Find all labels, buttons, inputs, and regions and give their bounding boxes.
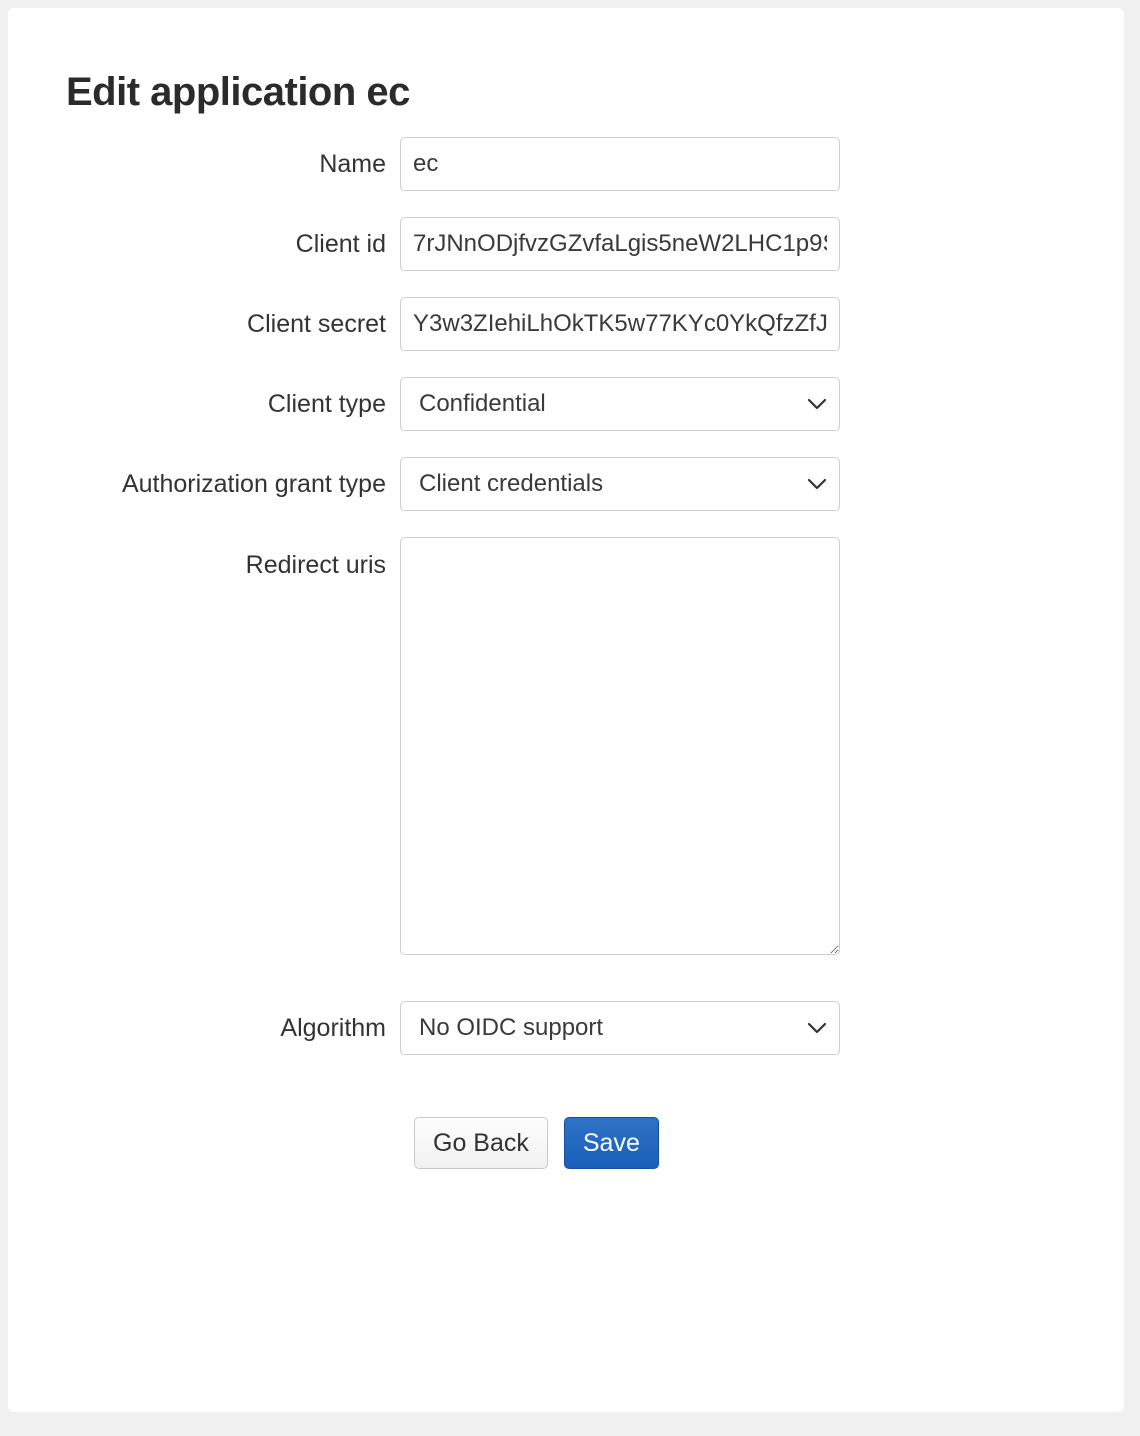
edit-application-form [8, 137, 1124, 1169]
control-algorithm [400, 1001, 840, 1055]
form-row-redirect-uris [8, 537, 1124, 955]
label-client-type: Client type [267, 390, 386, 418]
form-row-client-secret [8, 297, 1124, 351]
control-grant-type [400, 457, 840, 511]
form-row-client-type [8, 377, 1124, 431]
page-title: Edit application ec [66, 70, 410, 114]
client-type-select-wrap [400, 377, 840, 431]
edit-application-card [8, 8, 1124, 1412]
client-type-select[interactable] [400, 377, 840, 431]
form-row-grant-type [8, 457, 1124, 511]
label-algorithm: Algorithm [280, 1014, 386, 1042]
label-grant-type: Authorization grant type [121, 470, 386, 498]
form-actions [8, 1117, 1124, 1169]
label-redirect-uris: Redirect uris [245, 551, 386, 579]
label-client-id: Client id [295, 230, 386, 258]
control-client-id [400, 217, 840, 271]
save-button[interactable]: Save [564, 1117, 659, 1169]
control-client-secret [400, 297, 840, 351]
form-row-name [8, 137, 1124, 191]
algorithm-select[interactable] [400, 1001, 840, 1055]
control-client-type [400, 377, 840, 431]
client-id-input[interactable] [400, 217, 840, 271]
grant-type-select-wrap [400, 457, 840, 511]
name-input[interactable] [400, 137, 840, 191]
go-back-button[interactable]: Go Back [414, 1117, 548, 1169]
client-secret-input[interactable] [400, 297, 840, 351]
control-redirect-uris [400, 537, 840, 955]
redirect-uris-textarea[interactable] [400, 537, 840, 955]
label-name: Name [319, 150, 386, 178]
algorithm-select-wrap [400, 1001, 840, 1055]
form-row-algorithm [8, 1001, 1124, 1055]
authorization-grant-type-select[interactable] [400, 457, 840, 511]
control-name [400, 137, 840, 191]
label-client-secret: Client secret [247, 310, 386, 338]
form-row-client-id [8, 217, 1124, 271]
